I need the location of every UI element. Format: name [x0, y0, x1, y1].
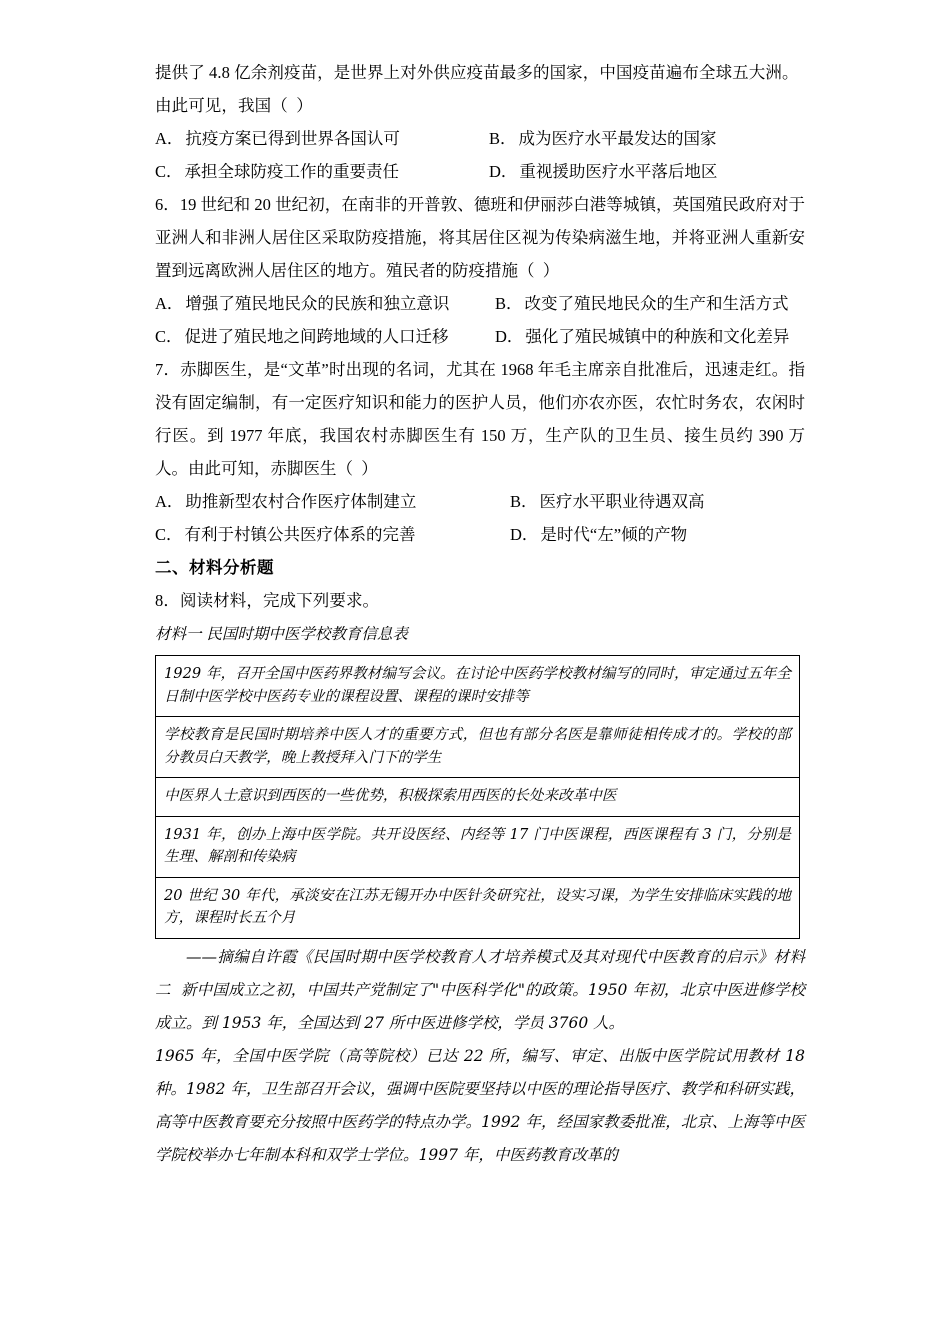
question-5-stem-line1: 提供了 4.8 亿余剂疫苗，是世界上对外供应疫苗最多的国家，中国疫苗遍布全球五大洲。	[155, 63, 799, 82]
question-block-7	[155, 353, 805, 551]
option-text: 是时代“左”倾的产物	[540, 525, 688, 544]
option-d[interactable]	[510, 518, 687, 551]
section-heading-2: 二、材料分析题	[155, 558, 274, 577]
option-row	[155, 122, 805, 155]
option-marker: D．	[495, 327, 524, 346]
question-block-5	[155, 56, 805, 188]
option-a[interactable]	[155, 287, 449, 320]
option-row	[155, 287, 805, 320]
option-b[interactable]	[495, 287, 789, 320]
option-row	[155, 155, 805, 188]
option-text: 有利于村镇公共医疗体系的完善	[184, 525, 416, 544]
option-b[interactable]	[489, 122, 717, 155]
table-row	[156, 816, 800, 877]
option-marker: C．	[155, 525, 183, 544]
option-text: 承担全球防疫工作的重要责任	[184, 162, 400, 181]
option-a[interactable]	[155, 122, 400, 155]
source-text: ——摘编自许霞《民国时期中医学校教育人才培养模式及其对现代中医教育的启示》	[186, 947, 774, 966]
question-5-options	[155, 122, 805, 188]
table-cell: 中医界人士意识到西医的一些优势，积极探索用西医的长处来改革中医	[156, 778, 800, 817]
table-row	[156, 877, 800, 938]
option-d[interactable]	[489, 155, 717, 188]
option-text: 助推新型农村合作医疗体制建立	[185, 492, 417, 511]
option-d[interactable]	[495, 320, 789, 353]
option-text: 增强了殖民地民众的民族和独立意识	[185, 294, 450, 313]
table-cell: 1931 年，创办上海中医学院。共开设医经、内经等 17 门中医课程，西医课程有 3 门，分别是生理、解剖和传染病	[156, 816, 800, 877]
option-marker: C．	[155, 162, 183, 181]
material-1-label: 材料一 民国时期中医学校教育信息表	[155, 625, 408, 643]
option-marker: B．	[489, 129, 517, 148]
table-cell: 学校教育是民国时期培养中医人才的重要方式，但也有部分名医是靠师徒相传成才的。学校的部分教员白天教学，晚上教授拜入门下的学生	[156, 717, 800, 778]
option-text: 成为医疗水平最发达的国家	[518, 129, 717, 148]
option-marker: B．	[510, 492, 538, 511]
page-content	[155, 56, 810, 1172]
option-b[interactable]	[510, 485, 705, 518]
option-marker: C．	[155, 327, 183, 346]
option-c[interactable]	[155, 518, 416, 551]
option-text: 抗疫方案已得到世界各国认可	[185, 129, 400, 148]
question-8-prompt: 8．阅读材料，完成下列要求。	[155, 591, 380, 610]
option-text: 强化了殖民城镇中的种族和文化差异	[525, 327, 790, 346]
option-a[interactable]	[155, 485, 416, 518]
option-text: 医疗水平职业待遇双高	[539, 492, 705, 511]
question-5-stem-line2: 由此可见，我国（ ）	[155, 96, 313, 115]
question-6-stem: 6．19 世纪和 20 世纪初，在南非的开普敦、德班和伊丽莎白港等城镇，英国殖民政府对于亚洲人和非洲人居住区采取防疫措施，将其居住区视为传染病滋生地，并将亚洲人重新安置到远离欧洲人居住区的地方。殖民者的防疫措施（ ）	[155, 195, 805, 280]
option-text: 促进了殖民地之间跨地域的人口迁移	[184, 327, 449, 346]
option-c[interactable]	[155, 320, 449, 353]
question-7-options	[155, 485, 805, 551]
option-marker: A．	[155, 492, 184, 511]
table-cell: 1929 年，召开全国中医药界教材编写会议。在讨论中医药学校教材编写的同时，审定通过五年全日制中医学校中医药专业的课程设置、课程的课时安排等	[156, 656, 800, 717]
option-marker: D．	[489, 162, 518, 181]
option-row	[155, 518, 805, 551]
option-row	[155, 320, 805, 353]
table-row	[156, 656, 800, 717]
option-text: 重视援助医疗水平落后地区	[519, 162, 718, 181]
question-6-options	[155, 287, 805, 353]
material-2-intro: 材料二 新中国成立之初，中国共产党制定了"中医科学化"的政策。1950 年初，北京中医进修学校成立。到 1953 年，全国达到 27 所中医进修学校，学员 3760 人。	[155, 947, 805, 1032]
option-marker: A．	[155, 294, 184, 313]
option-marker: D．	[510, 525, 539, 544]
table-row	[156, 778, 800, 817]
option-marker: B．	[495, 294, 523, 313]
question-7-stem: 7．赤脚医生，是“文革”时出现的名词，尤其在 1968 年毛主席亲自批准后，迅速走红。指没有固定编制，有一定医疗知识和能力的医护人员，他们亦农亦医，农忙时务农，农闲时行医。到 1977 年底，我国农村赤脚医生有 150 万，生产队的卫生员、接生员约 390 万人。由此可知，赤脚医生（ ）	[155, 360, 805, 478]
question-block-6	[155, 188, 805, 353]
material-2-continued: 1965 年，全国中医学院（高等院校）已达 22 所，编写、审定、出版中医学院试用教材 18 种。1982 年，卫生部召开会议，强调中医院要坚持以中医的理论指导医疗、教学和科研实践，高等中医教育要充分按照中医药学的特点办学。1992 年，经国家教委批准，北京、上海等中医学院校举办七年制本科和双学士学位。1997 年，中医药教育改革的	[155, 1046, 810, 1164]
table-row	[156, 717, 800, 778]
material-1-table	[155, 655, 800, 939]
table-cell: 20 世纪 30 年代，承淡安在江苏无锡开办中医针灸研究社，设实习课，为学生安排临床实践的地方，课程时长五个月	[156, 877, 800, 938]
option-c[interactable]	[155, 155, 399, 188]
option-marker: A．	[155, 129, 184, 148]
material-1-source	[155, 941, 805, 1040]
option-text: 改变了殖民地民众的生产和生活方式	[524, 294, 789, 313]
option-row	[155, 485, 805, 518]
